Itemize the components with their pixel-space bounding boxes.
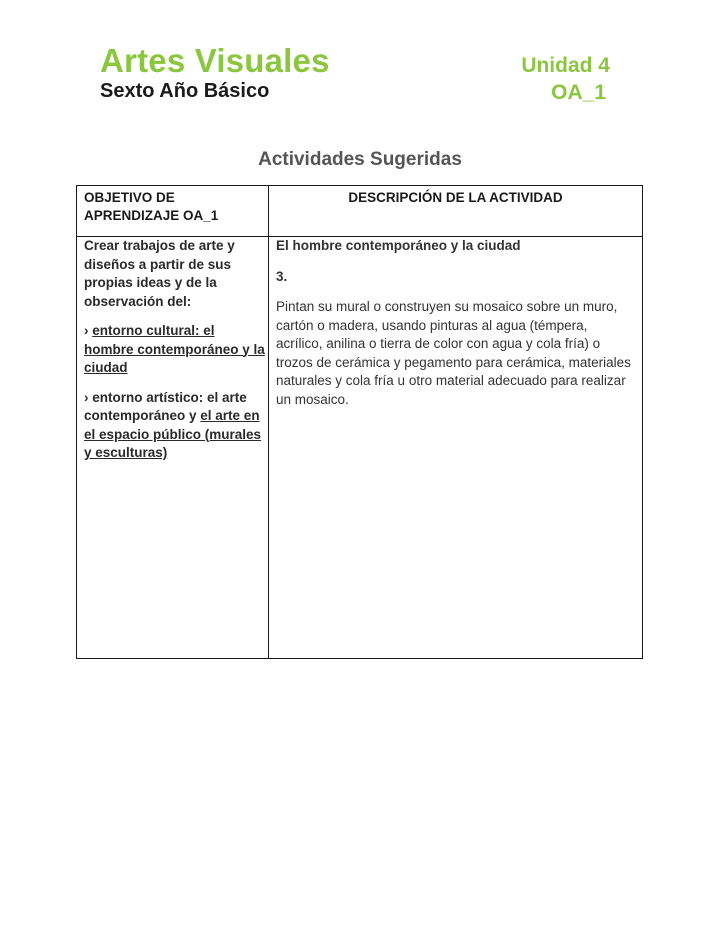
activity-number: 3. (276, 268, 288, 284)
document-subtitle: Sexto Año Básico (100, 80, 270, 102)
objective-cell (84, 237, 266, 474)
objective-column-header: OBJETIVO DE APRENDIZAJE OA_1 (84, 190, 219, 223)
objective-item-cultural-prefix: › (84, 323, 93, 338)
column-divider (268, 186, 269, 658)
activities-table (76, 185, 643, 659)
unit-label: Unidad 4 (521, 54, 610, 77)
description-column-header: DESCRIPCIÓN DE LA ACTIVIDAD (348, 190, 563, 205)
objective-item-artistic-prefix: › entorno artístico: el arte contemporáneo y (84, 389, 247, 423)
activity-description: Pintan su mural o construyen su mosaico sobre un muro, cartón o madera, usando pinturas al agua (témpera, acrílico, anilina o tierra de color con agua y cola fría) o trozos de cerámica y pegamento para cerámica, materiales naturales y cola fría u otro material adecuado para realizar un mosaico. (276, 299, 631, 407)
objective-intro: Crear trabajos de arte y diseños a partir de sus propias ideas y de la observación del: (84, 238, 235, 309)
objective-item-artistic (84, 389, 266, 463)
document-title: Artes Visuales (100, 42, 330, 79)
objective-item-cultural (84, 322, 266, 378)
objective-item-cultural-link: entorno cultural: el hombre contemporáneo y la ciudad (84, 323, 265, 375)
activity-title: El hombre contemporáneo y la ciudad (276, 238, 521, 253)
activity-cell (276, 237, 636, 409)
objective-item-artistic-link: el arte en el espacio público (murales y esculturas) (84, 408, 262, 460)
section-title: Actividades Sugeridas (258, 149, 462, 170)
oa-label: OA_1 (551, 81, 606, 104)
